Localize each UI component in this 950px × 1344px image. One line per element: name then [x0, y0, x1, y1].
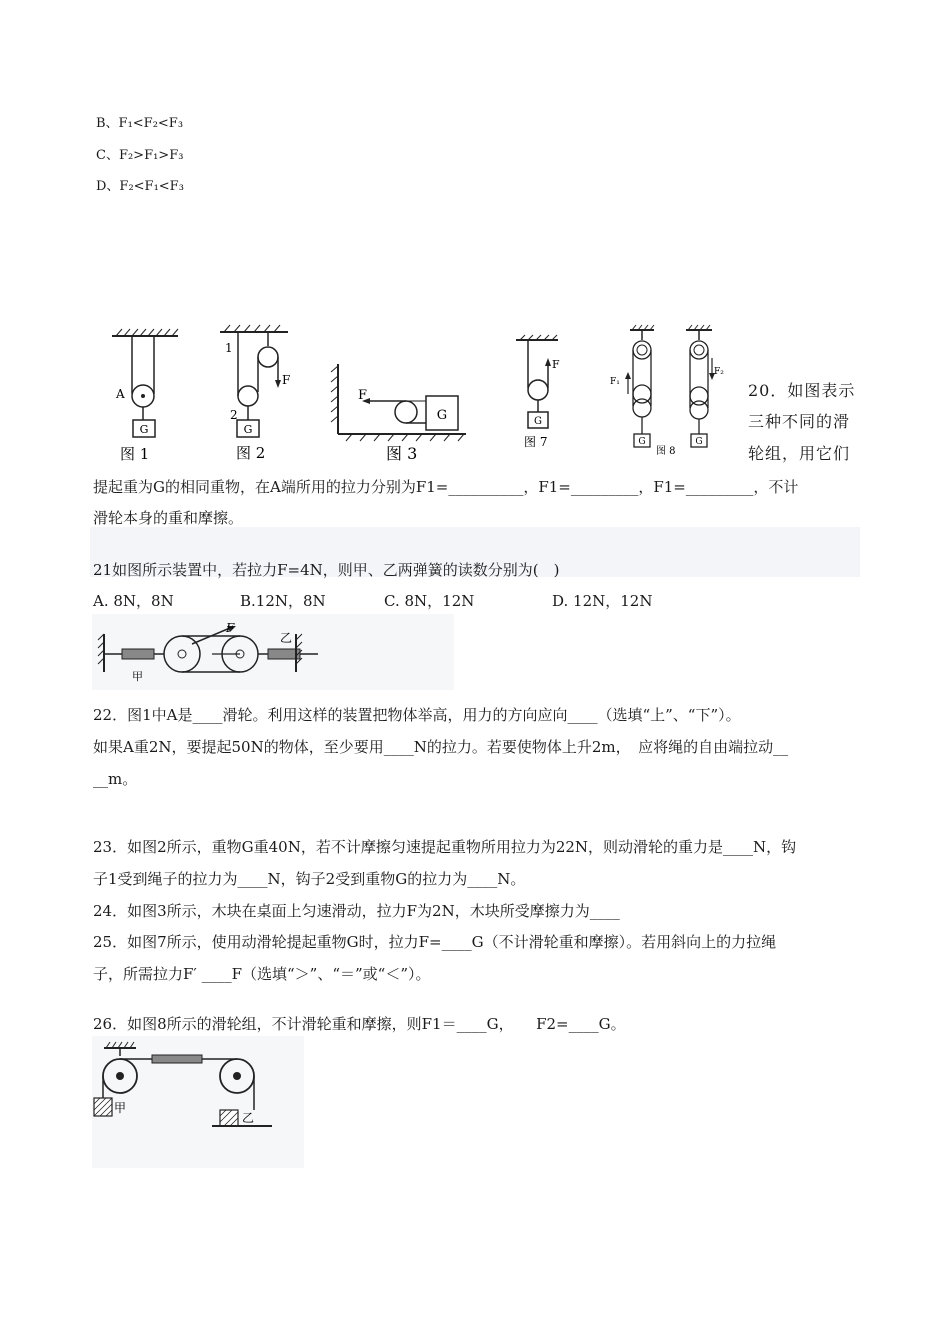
q20-line-1: 提起重为G的相同重物，在A端所用的拉力分别为F1=__________，F1=_________，F1=_________，不计 — [93, 478, 799, 496]
option-d: D、F₂<F₁<F₃ — [96, 179, 184, 194]
q20-side-1: 20．如图表示 — [748, 381, 856, 400]
q20-line-2: 滑轮本身的重和摩擦。 — [93, 509, 244, 527]
q26-figure — [92, 1036, 304, 1168]
q23-line-2: 子1受到绳子的拉力为____N，钩子2受到重物G的拉力为____N。 — [93, 870, 526, 888]
fig3-caption: 图 3 — [386, 444, 418, 463]
fig8-force-2: F₂ — [714, 367, 724, 377]
option-b: B、F₁<F₂<F₃ — [96, 116, 184, 131]
q21-option-b: B.12N，8N — [240, 592, 326, 610]
q25-line-1: 25．如图7所示，使用动滑轮提起重物G时，拉力F=____G（不计滑轮重和摩擦）。若用斜向上的力拉绳 — [93, 933, 777, 951]
q22-line-3: __m。 — [93, 770, 138, 788]
fig8-weight-right: G — [695, 437, 703, 447]
q21-fig-force: F — [226, 621, 235, 635]
fig2-caption: 图 2 — [236, 444, 266, 462]
fig8-weight-left: G — [638, 437, 646, 447]
q21-option-c: C. 8N，12N — [384, 592, 475, 610]
fig2-hook-2: 2 — [230, 408, 238, 422]
q22-line-2: 如果A重2N，要提起50N的物体，至少要用____N的拉力。若要使物体上升2m， 应将绳的自由端拉动__ — [93, 738, 789, 756]
q21-fig-jia: 甲 — [132, 670, 143, 683]
figure-3 — [326, 362, 472, 464]
fig3-weight-label: G — [436, 408, 448, 423]
q21-stem: 21如图所示装置中，若拉力F=4N，则甲、乙两弹簧的读数分别为( ) — [93, 561, 560, 579]
figure-2 — [214, 324, 294, 464]
fig1-label-a: A — [116, 387, 125, 401]
fig3-force: F — [358, 388, 368, 403]
fig7-caption: 图 7 — [524, 435, 548, 449]
figure-1 — [108, 328, 183, 464]
q20-side-2: 三种不同的滑 — [748, 412, 851, 431]
fig2-force: F — [282, 373, 291, 387]
q26-fig-yi: 乙 — [242, 1111, 255, 1125]
fig8-force-1: F₁ — [610, 377, 620, 387]
q21-option-a: A. 8N，8N — [93, 592, 174, 610]
q26-line-1: 26．如图8所示的滑轮组，不计滑轮重和摩擦，则F1＝____G， F2=____G。 — [93, 1015, 626, 1033]
fig8-caption: 图 8 — [656, 446, 676, 456]
q25-line-2: 子，所需拉力F′ ____F（选填“＞”、“＝”或“＜”）。 — [93, 965, 431, 983]
fig2-weight-label: G — [243, 423, 253, 436]
q21-fig-yi: 乙 — [280, 631, 293, 645]
q26-fig-jia: 甲 — [114, 1101, 127, 1115]
q24-line-1: 24．如图3所示，木块在桌面上匀速滑动，拉力F为2N，木块所受摩擦力为____ — [93, 902, 620, 920]
option-c: C、F₂>F₁>F₃ — [96, 148, 184, 163]
q20-side-3: 轮组，用它们 — [748, 444, 851, 463]
q21-figure — [92, 614, 454, 690]
figure-7 — [512, 334, 572, 454]
figure-8 — [606, 324, 734, 456]
fig2-hook-1: 1 — [225, 341, 233, 355]
q21-option-d: D. 12N，12N — [552, 592, 653, 610]
fig1-weight-label: G — [139, 423, 149, 436]
q22-line-1: 22．图1中A是____滑轮。利用这样的装置把物体举高，用力的方向应向____（选填“上”、“下”）。 — [93, 706, 741, 724]
q23-line-1: 23．如图2所示，重物G重40N，若不计摩擦匀速提起重物所用拉力为22N，则动滑轮的重力是____N，钩 — [93, 838, 797, 856]
fig7-weight-label: G — [534, 416, 542, 427]
fig7-force: F — [552, 358, 560, 371]
fig1-caption: 图 1 — [120, 445, 150, 463]
